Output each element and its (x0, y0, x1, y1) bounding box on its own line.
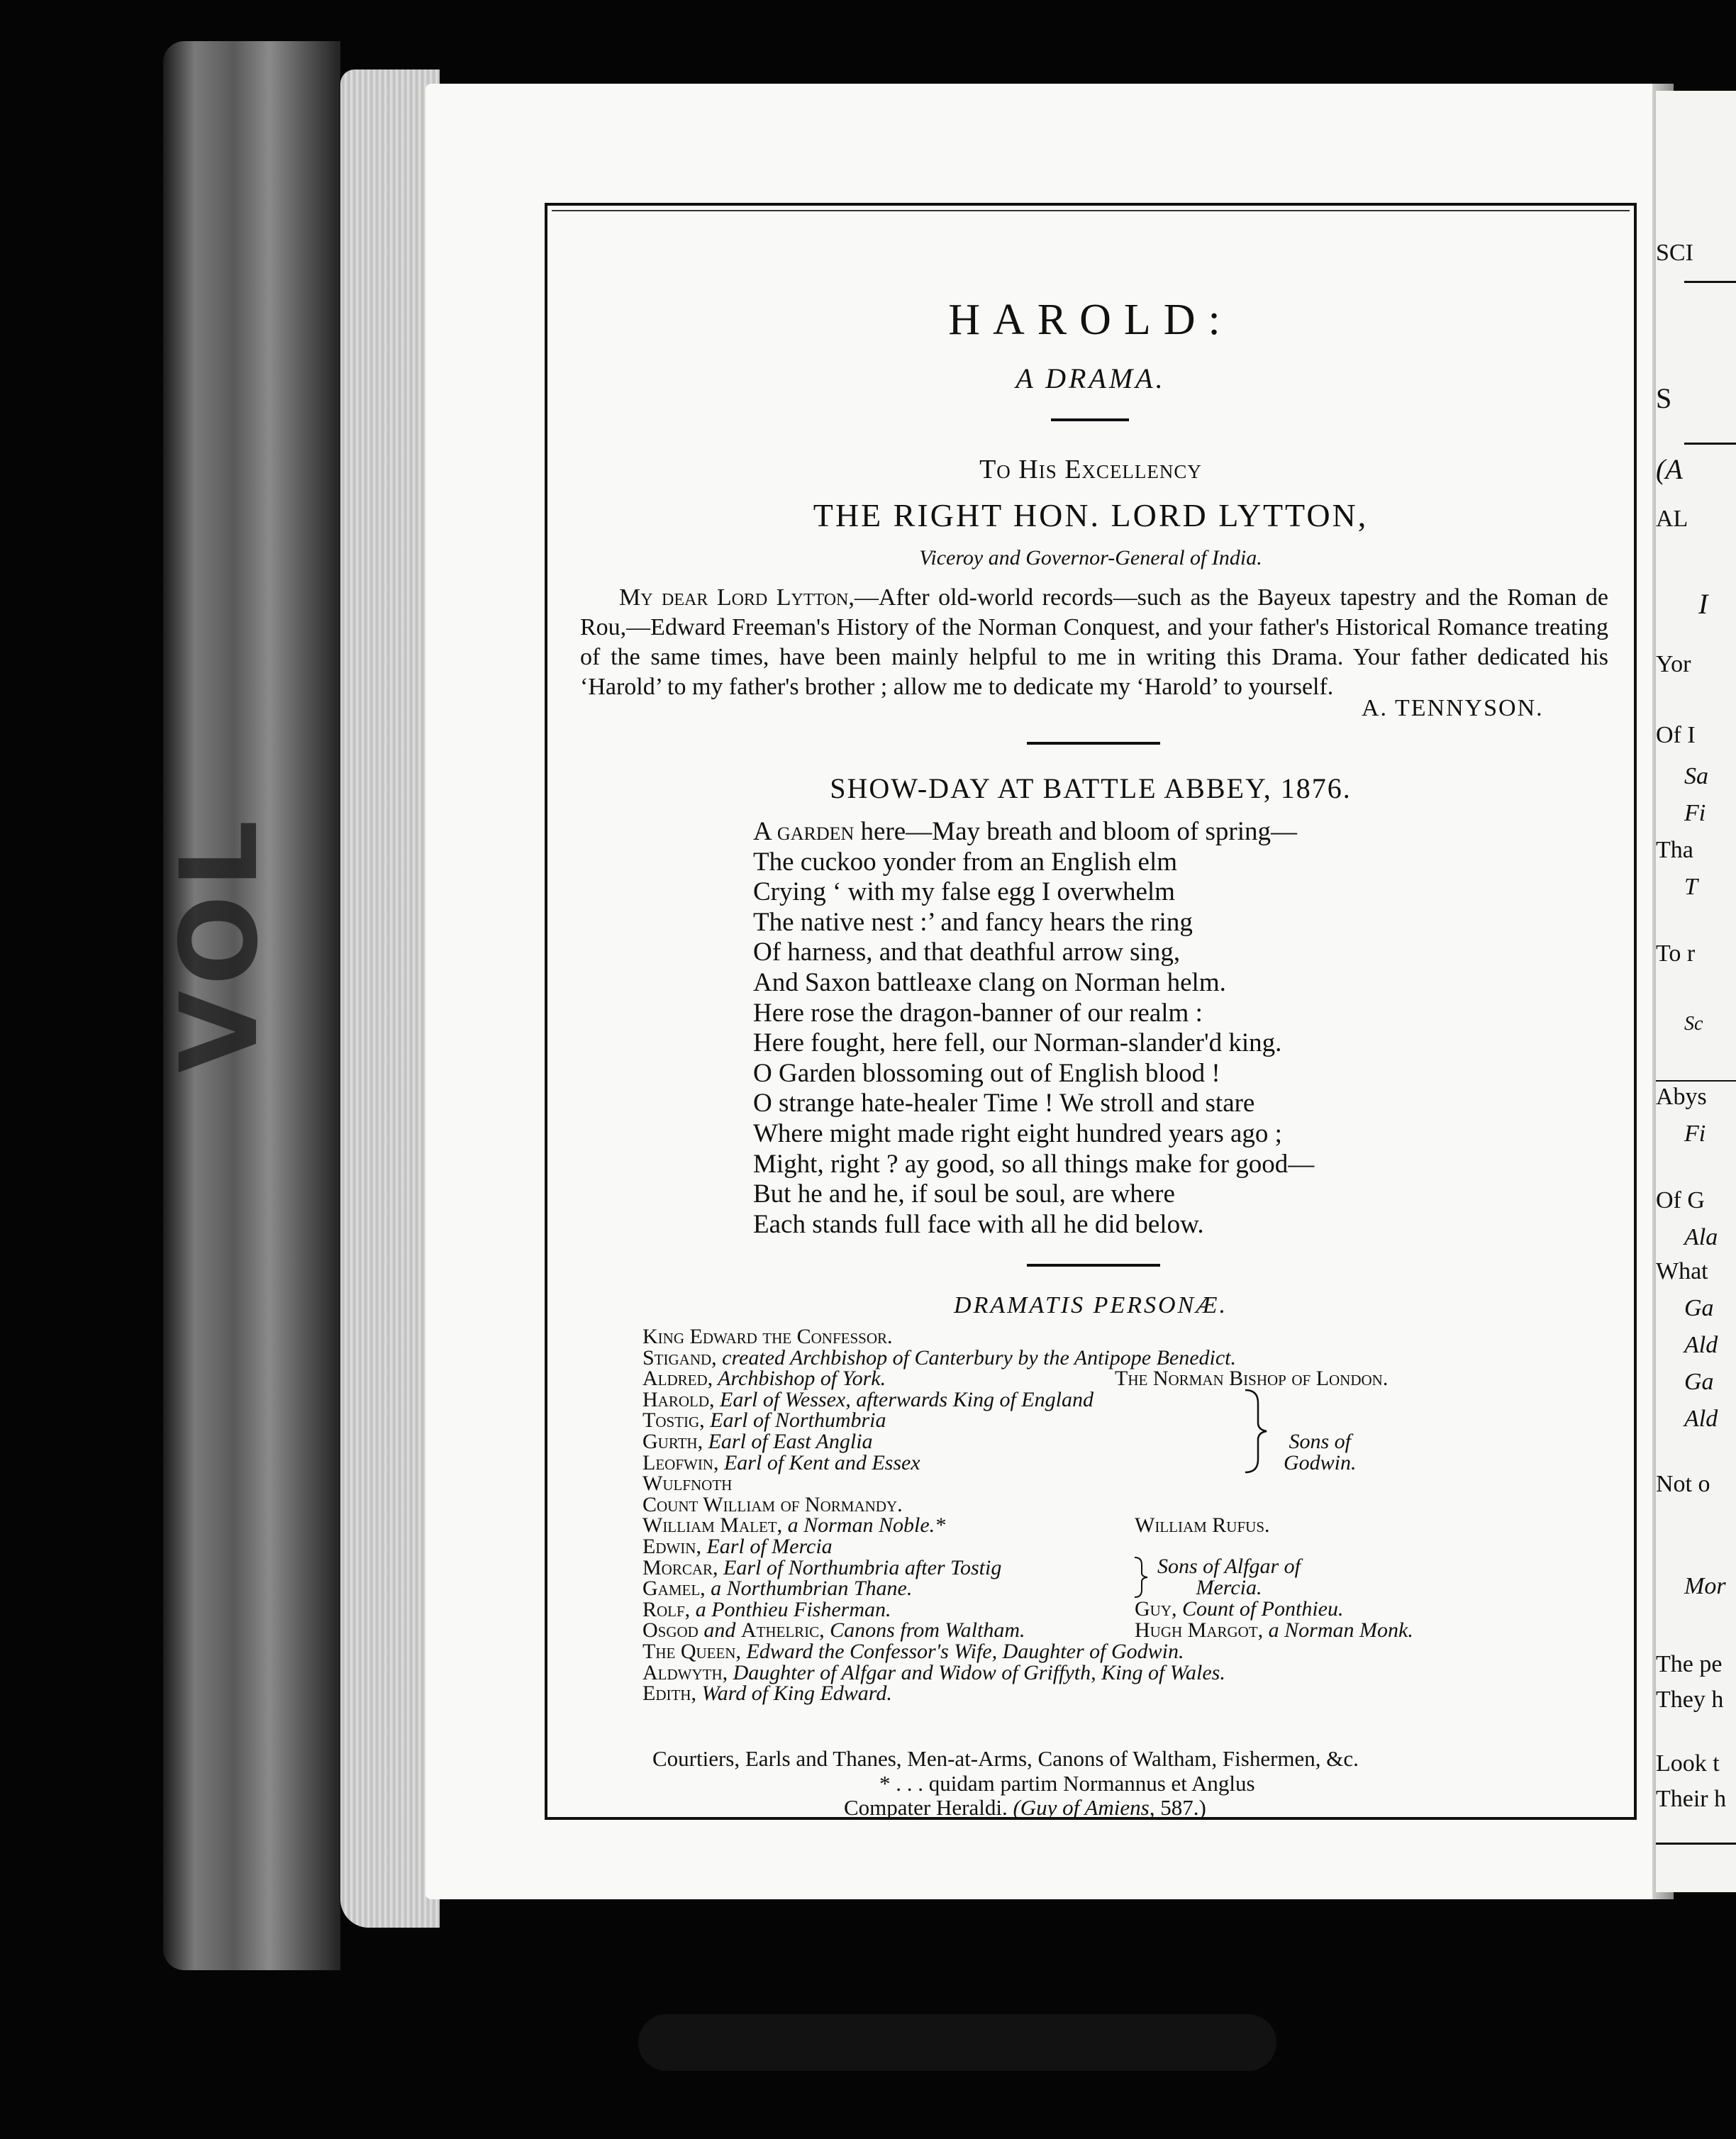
next-page-line: Yor (1656, 651, 1691, 677)
poem-line: A garden here—May breath and bloom of spring— (753, 817, 1298, 846)
cast-row: Leofwin, Earl of Kent and Essex (642, 1450, 920, 1474)
dedication-body: —After old-world records—such as the Bayeux tapestry and the Roman de Rou,—Edward Freeman's History of the Norman Conquest, and your father's Historical Romance treating of the same times, have been mainly helpful to me in writing this Drama. Your father dedicated his ‘Harold’ to my father's brother ; allow me to dedicate my ‘Harold’ to yourself. (580, 584, 1608, 700)
spine-label: VOL (158, 813, 282, 1074)
dedication-to: To His Excellency (979, 455, 1202, 484)
cast-row: Edwin, Earl of Mercia (642, 1534, 833, 1558)
next-page-rule (1656, 1843, 1736, 1845)
dedication-letter (580, 583, 1608, 702)
next-page-line: Ald (1684, 1332, 1718, 1358)
next-page-line: Of G (1656, 1187, 1705, 1213)
dedicatee-name: THE RIGHT HON. LORD LYTTON, (813, 497, 1369, 533)
next-page-line: Ald (1684, 1406, 1718, 1432)
poem-line: Might, right ? ay good, so all things make for good— (753, 1149, 1315, 1179)
poem-line: Here fought, here fell, our Norman-slander'd king. (753, 1028, 1282, 1058)
poem-line: The cuckoo yonder from an English elm (753, 847, 1177, 877)
guy-ponthieu: Guy, Count of Ponthieu. (1135, 1597, 1344, 1621)
cast-row: Wulfnoth (642, 1472, 733, 1496)
poem-line: The native nest :’ and fancy hears the ring (753, 907, 1193, 937)
dramatis-heading: DRAMATIS PERSONÆ. (954, 1292, 1228, 1318)
poem-line: Crying ‘ with my false egg I overwhelm (753, 877, 1175, 907)
section-rule (1027, 1264, 1160, 1267)
next-page-line: Ga (1684, 1295, 1714, 1321)
next-page-line: AL (1656, 506, 1688, 532)
poem-line: Each stands full face with all he did below. (753, 1209, 1204, 1239)
next-page-line: SCI (1656, 240, 1693, 266)
next-page-rule (1684, 443, 1736, 445)
courtiers-line: Courtiers, Earls and Thanes, Men-at-Arms, Canons of Waltham, Fishermen, &c. (652, 1746, 1359, 1771)
next-page-line: Not o (1656, 1471, 1710, 1497)
brace-icon (1132, 1556, 1153, 1599)
next-page-rule (1656, 1080, 1736, 1082)
cast-row: Stigand, created Archbishop of Canterbury by the Antipope Benedict. (642, 1345, 1237, 1369)
title-rule (1051, 418, 1129, 421)
play-title: HAROLD: (948, 296, 1233, 344)
cast-row: The Queen, Edward the Confessor's Wife, Daughter of Godwin. (642, 1639, 1184, 1663)
norman-bishop: The Norman Bishop of London. (1115, 1367, 1389, 1390)
cast-row: Gurth, Earl of East Anglia (642, 1429, 873, 1453)
dedicatee-office: Viceroy and Governor-General of India. (919, 546, 1262, 570)
cast-row: Gamel, a Northumbrian Thane. (642, 1577, 913, 1601)
next-page-line: T (1684, 874, 1698, 900)
next-page-line: S (1656, 382, 1672, 414)
next-page-line: Fi (1684, 1121, 1706, 1147)
cast-row: Harold, Earl of Wessex, afterwards King of England (642, 1387, 1094, 1411)
footnote (844, 1772, 1255, 1820)
poem-title: SHOW-DAY AT BATTLE ABBEY, 1876. (830, 772, 1352, 804)
hugh-margot: Hugh Margot, a Norman Monk. (1135, 1618, 1413, 1642)
page-edges (340, 70, 440, 1928)
william-rufus: William Rufus. (1135, 1513, 1270, 1537)
play-subtitle: A DRAMA. (1016, 362, 1166, 394)
next-page-line: They h (1656, 1687, 1724, 1713)
cast-row: Edith, Ward of King Edward. (642, 1682, 892, 1706)
next-page-line: Their h (1656, 1786, 1727, 1812)
cast-row: Aldwyth, Daughter of Alfgar and Widow of Griffyth, King of Wales. (642, 1660, 1225, 1684)
godwin-brace (1242, 1389, 1271, 1478)
next-page-line: Fi (1684, 800, 1706, 826)
section-rule (1027, 742, 1160, 745)
poem-line: O strange hate-healer Time ! We stroll and stare (753, 1089, 1255, 1118)
cast-row: King Edward the Confessor. (642, 1325, 893, 1348)
bottom-shadow (638, 2014, 1276, 2071)
cast-row: William Malet, a Norman Noble.* (642, 1513, 946, 1538)
brace-icon (1242, 1389, 1271, 1474)
next-page-fragment (1656, 91, 1736, 1892)
next-page-line: The pe (1656, 1651, 1723, 1677)
cast-row: Rolf, a Ponthieu Fisherman. (642, 1597, 891, 1621)
poem-line: O Garden blossoming out of English blood ! (753, 1058, 1220, 1088)
poem-body (753, 817, 1314, 1240)
poem-line: And Saxon battleaxe clang on Norman helm. (753, 967, 1226, 997)
next-page-line: Mor (1684, 1573, 1726, 1599)
cast-row: Tostig, Earl of Northumbria (642, 1409, 886, 1433)
next-page-line: Abys (1656, 1084, 1707, 1110)
cast-row: Morcar, Earl of Northumbria after Tostig (642, 1555, 1002, 1579)
footnote-line: * . . . quidam partim Normannus et Anglus (879, 1771, 1255, 1796)
cast-row: Count William of Normandy. (642, 1492, 903, 1516)
next-page-line: To r (1656, 940, 1696, 967)
next-page-line: (A (1656, 453, 1683, 485)
dedication-salutation: My dear Lord Lytton, (619, 584, 855, 611)
next-page-line: Ala (1684, 1224, 1718, 1250)
poem-line: But he and he, if soul be soul, are where (753, 1179, 1175, 1209)
next-page-line: What (1656, 1258, 1708, 1284)
next-page-line: Sc (1684, 1013, 1703, 1035)
sons-of-alfgar: Sons of Alfgar of Mercia. (1157, 1555, 1301, 1599)
poem-line: Here rose the dragon-banner of our realm : (753, 998, 1203, 1028)
next-page-line: Tha (1656, 837, 1693, 863)
next-page-line: I (1698, 588, 1708, 620)
next-page-line: Ga (1684, 1369, 1714, 1395)
poem-line: Of harness, and that deathful arrow sing, (753, 938, 1181, 967)
next-page-rule (1684, 281, 1736, 283)
footnote-line: Compater Heraldi. (Guy of Amiens, 587.) (844, 1795, 1206, 1820)
sons-of-godwin: Sons of Godwin. (1284, 1430, 1357, 1474)
poem-line: Where might made right eight hundred years ago ; (753, 1118, 1282, 1148)
next-page-line: Look t (1656, 1750, 1720, 1777)
next-page-line: Sa (1684, 763, 1708, 789)
cast-row: Aldred, Archbishop of York. (642, 1367, 886, 1391)
next-page-line: Of I (1656, 722, 1696, 748)
dedication-signature: A. TENNYSON. (1362, 695, 1544, 721)
cast-row: Osgod and Athelric, Canons from Waltham. (642, 1618, 1025, 1643)
